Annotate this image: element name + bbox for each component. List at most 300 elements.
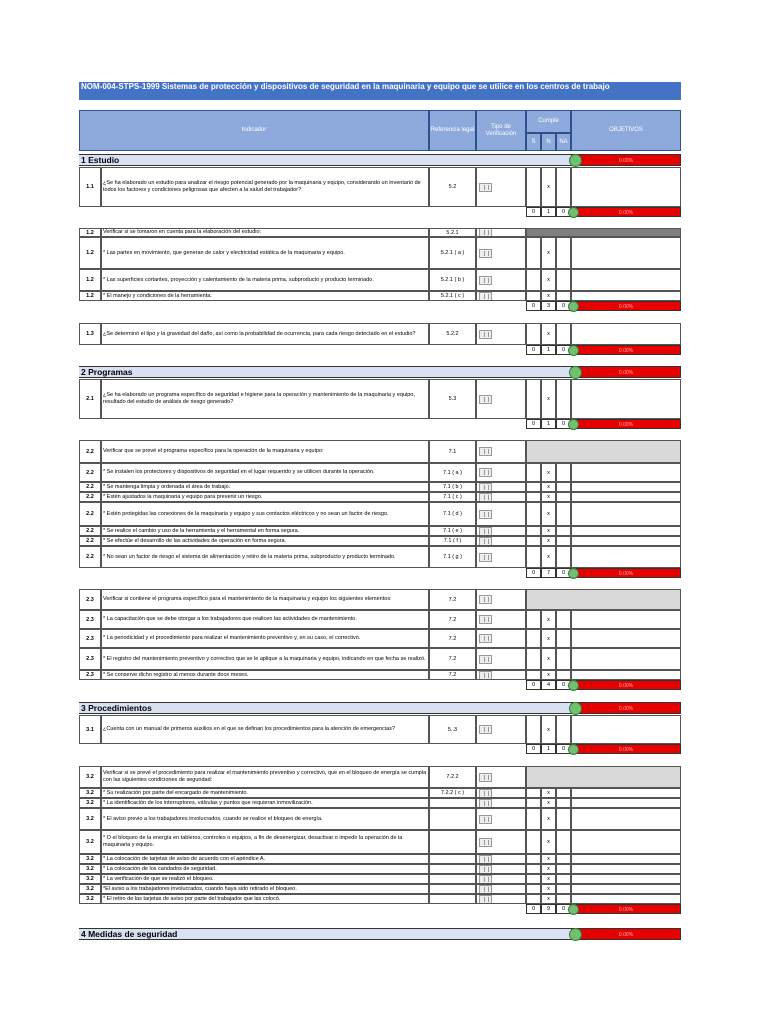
- header-indicador: Indicador: [79, 110, 429, 151]
- status-indicator-icon: [569, 366, 582, 379]
- item-indicator-text: Verificar si se prevé el procedimiento para realizar el mantenimiento preventivo y correctivo, que en el bloqueo de energía se cumpla con las siguientes condiciones de seguridad:: [101, 766, 429, 788]
- check-n[interactable]: x: [541, 291, 556, 301]
- document-icon[interactable]: [479, 634, 492, 643]
- objective-cell: [571, 463, 681, 482]
- verification-cell[interactable]: [476, 502, 526, 526]
- check-na[interactable]: [556, 670, 571, 680]
- item-reference: [429, 864, 476, 874]
- item-indicator-text: *El aviso a los trabajadores involucrados, cuando haya sido retirado el bloqueo.: [101, 884, 429, 894]
- check-s[interactable]: [526, 291, 541, 301]
- item-reference: 7.2: [429, 610, 476, 629]
- document-icon[interactable]: [479, 447, 492, 456]
- check-s[interactable]: [526, 463, 541, 482]
- item-reference: 5.3: [429, 379, 476, 419]
- check-na[interactable]: [556, 463, 571, 482]
- total-objective-bar: 0.00%: [571, 680, 681, 690]
- verification-cell[interactable]: [476, 874, 526, 884]
- verification-cell[interactable]: [476, 237, 526, 269]
- item-indicator-text: * La periodicidad y el procedimiento para realizar el mantenimiento preventivo y, en su caso, el correctivo.: [101, 629, 429, 648]
- total-objective-bar: 0.00%: [571, 744, 681, 754]
- item-number: 2.3: [79, 589, 101, 610]
- header-tipo: Tipo de Verificación: [476, 110, 526, 151]
- total-objective-bar: 0.00%: [571, 301, 681, 311]
- item-indicator-text: * O el bloqueo de la energía en tableros, controles o equipos, a fin de desenergizar, desactivar o impedir la operación de la maquinaria y equipo.: [101, 830, 429, 854]
- item-indicator-text: * El manejo y condiciones de la herramienta.: [101, 291, 429, 301]
- check-s[interactable]: [526, 864, 541, 874]
- item-number: 1.3: [79, 323, 101, 345]
- total-n: 4: [541, 680, 556, 690]
- item-reference: 7.2: [429, 629, 476, 648]
- check-n[interactable]: x: [541, 629, 556, 648]
- item-reference: 7.2.2: [429, 766, 476, 788]
- check-na[interactable]: [556, 629, 571, 648]
- check-s[interactable]: [526, 237, 541, 269]
- total-s: 0: [526, 568, 541, 578]
- check-n[interactable]: x: [541, 830, 556, 854]
- document-icon[interactable]: [479, 773, 492, 782]
- section-title: 4 Medidas de seguridad: [79, 928, 571, 940]
- check-s[interactable]: [526, 798, 541, 808]
- section-title: 1 Estudio: [79, 154, 571, 166]
- verification-cell[interactable]: [476, 482, 526, 492]
- item-number: 3.2: [79, 798, 101, 808]
- check-na[interactable]: [556, 482, 571, 492]
- objective-cell: [571, 269, 681, 291]
- document-icon[interactable]: [479, 468, 492, 477]
- check-s[interactable]: [526, 492, 541, 502]
- item-indicator-text: * La colocación de tarjetas de aviso de acuerdo con el apéndice A.: [101, 854, 429, 864]
- verification-cell[interactable]: [476, 798, 526, 808]
- check-n[interactable]: x: [541, 546, 556, 568]
- total-s: 0: [526, 419, 541, 429]
- status-indicator-icon: [569, 702, 582, 715]
- item-number: 2.3: [79, 670, 101, 680]
- total-indicator-icon: [568, 568, 579, 579]
- check-na[interactable]: [556, 798, 571, 808]
- item-reference: [429, 894, 476, 904]
- check-s[interactable]: [526, 629, 541, 648]
- section-objective-bar: 0.00%: [571, 928, 681, 940]
- item-number: 2.1: [79, 379, 101, 419]
- objective-cell: [571, 854, 681, 864]
- document-icon[interactable]: [479, 895, 492, 904]
- objective-cell: [571, 808, 681, 830]
- check-na[interactable]: [556, 854, 571, 864]
- objective-cell: [571, 379, 681, 419]
- document-icon[interactable]: [479, 875, 492, 884]
- check-s[interactable]: [526, 830, 541, 854]
- item-indicator-text: * Las partes en movimiento, que generan de calor y electricidad estática de la maquinaria y equipo.: [101, 237, 429, 269]
- verification-cell[interactable]: [476, 463, 526, 482]
- check-s[interactable]: [526, 854, 541, 864]
- check-na[interactable]: [556, 323, 571, 345]
- verification-cell[interactable]: [476, 808, 526, 830]
- check-na[interactable]: [556, 830, 571, 854]
- objective-cell: [571, 864, 681, 874]
- document-icon[interactable]: [479, 483, 492, 492]
- item-number: 2.2: [79, 492, 101, 502]
- verification-cell[interactable]: [476, 492, 526, 502]
- verification-cell[interactable]: [476, 629, 526, 648]
- objective-cell: [571, 536, 681, 546]
- check-s[interactable]: [526, 482, 541, 492]
- item-reference: 7.1 ( g ): [429, 546, 476, 568]
- total-n: 1: [541, 744, 556, 754]
- verification-cell[interactable]: [476, 894, 526, 904]
- item-reference: 7.2: [429, 648, 476, 670]
- document-icon[interactable]: [479, 510, 492, 519]
- document-icon[interactable]: [479, 183, 492, 192]
- item-number: 2.2: [79, 526, 101, 536]
- item-reference: [429, 808, 476, 830]
- check-na[interactable]: [556, 874, 571, 884]
- item-reference: 7.2: [429, 589, 476, 610]
- verification-cell[interactable]: [476, 830, 526, 854]
- document-icon[interactable]: [479, 527, 492, 536]
- check-na[interactable]: [556, 546, 571, 568]
- total-indicator-icon: [568, 419, 579, 430]
- objective-cell: [571, 894, 681, 904]
- check-na[interactable]: [556, 648, 571, 670]
- objective-cell: [571, 237, 681, 269]
- section-objective-bar: 0.00%: [571, 154, 681, 166]
- header-referencia: Referencia legal: [429, 110, 476, 151]
- check-n[interactable]: x: [541, 884, 556, 894]
- document-icon[interactable]: [479, 395, 492, 404]
- total-s: 0: [526, 744, 541, 754]
- item-indicator-text: * Se efectúe el desarrollo de las actividades de operación en forma segura.: [101, 536, 429, 546]
- objective-cell: [571, 874, 681, 884]
- check-n[interactable]: x: [541, 492, 556, 502]
- objective-cell: [571, 788, 681, 798]
- total-indicator-icon: [568, 207, 579, 218]
- document-icon[interactable]: [479, 493, 492, 502]
- item-reference: 7.1 ( c ): [429, 492, 476, 502]
- item-indicator-text: Verificar si contiene el programa específico para el mantenimiento de la maquinaria y equipo los siguientes elementos:: [101, 589, 429, 610]
- check-s[interactable]: [526, 610, 541, 629]
- document-icon[interactable]: [479, 799, 492, 808]
- item-indicator-text: * Estén ajustados la maquinaria y equipo para prevenir un riesgo.: [101, 492, 429, 502]
- objective-cell: [571, 629, 681, 648]
- total-n: 9: [541, 904, 556, 914]
- verification-cell[interactable]: [476, 610, 526, 629]
- objective-cell: [571, 526, 681, 536]
- check-s[interactable]: [526, 323, 541, 345]
- document-icon[interactable]: [479, 553, 492, 562]
- total-s: 0: [526, 904, 541, 914]
- verification-cell[interactable]: [476, 167, 526, 207]
- verification-cell[interactable]: [476, 291, 526, 301]
- check-na[interactable]: [556, 808, 571, 830]
- check-s[interactable]: [526, 167, 541, 207]
- item-number: 3.2: [79, 808, 101, 830]
- check-n[interactable]: x: [541, 237, 556, 269]
- check-na[interactable]: [556, 237, 571, 269]
- verification-cell[interactable]: [476, 864, 526, 874]
- item-reference: 7.1 ( d ): [429, 502, 476, 526]
- verification-cell[interactable]: [476, 379, 526, 419]
- document-icon[interactable]: [479, 595, 492, 604]
- verification-cell[interactable]: [476, 269, 526, 291]
- item-reference: 7.1: [429, 440, 476, 463]
- check-s[interactable]: [526, 502, 541, 526]
- total-objective-bar: 0.00%: [571, 207, 681, 217]
- item-reference: 5.2: [429, 167, 476, 207]
- section-objective-bar: 0.00%: [571, 366, 681, 378]
- check-n[interactable]: x: [541, 536, 556, 546]
- total-na: 0: [556, 207, 571, 217]
- document-icon[interactable]: [479, 537, 492, 546]
- item-indicator-text: * Estén protegidas las conexiones de la maquinaria y equipo y sus contactos eléctricos y no sean un factor de riesgo.: [101, 502, 429, 526]
- total-n: 7: [541, 568, 556, 578]
- header-na: NA: [556, 133, 571, 151]
- check-n[interactable]: x: [541, 894, 556, 904]
- check-na[interactable]: [556, 526, 571, 536]
- header-n: N: [541, 133, 556, 151]
- document-icon[interactable]: [479, 855, 492, 864]
- check-na[interactable]: [556, 269, 571, 291]
- item-number: 1.2: [79, 291, 101, 301]
- check-na[interactable]: [556, 715, 571, 744]
- objective-cell: [571, 492, 681, 502]
- check-s[interactable]: [526, 269, 541, 291]
- document-icon[interactable]: [479, 815, 492, 824]
- verification-cell[interactable]: [476, 788, 526, 798]
- check-n[interactable]: x: [541, 269, 556, 291]
- total-indicator-icon: [568, 345, 579, 356]
- verification-cell[interactable]: [476, 440, 526, 463]
- item-number: 2.2: [79, 440, 101, 463]
- total-na: 0: [556, 680, 571, 690]
- objective-cell: [571, 546, 681, 568]
- check-n[interactable]: x: [541, 670, 556, 680]
- check-n[interactable]: x: [541, 648, 556, 670]
- cumple-header-fill: [526, 228, 681, 237]
- document-icon[interactable]: [479, 615, 492, 624]
- item-number: 3.2: [79, 788, 101, 798]
- total-n: 1: [541, 207, 556, 217]
- total-n: 1: [541, 345, 556, 355]
- total-indicator-icon: [568, 680, 579, 691]
- item-number: 3.2: [79, 894, 101, 904]
- document-icon[interactable]: [479, 865, 492, 874]
- check-n[interactable]: x: [541, 798, 556, 808]
- check-n[interactable]: x: [541, 854, 556, 864]
- check-s[interactable]: [526, 670, 541, 680]
- item-number: 1.1: [79, 167, 101, 207]
- verification-cell[interactable]: [476, 648, 526, 670]
- item-indicator-text: Verificar que se prevé el programa específico para la operación de la maquinaria y equipo:: [101, 440, 429, 463]
- item-indicator-text: * La verificación de que se realizó el bloqueo.: [101, 874, 429, 884]
- total-na: 0: [556, 744, 571, 754]
- cumple-header-fill: [526, 589, 681, 610]
- total-objective-bar: 0.00%: [571, 904, 681, 914]
- check-s[interactable]: [526, 379, 541, 419]
- check-n[interactable]: x: [541, 610, 556, 629]
- verification-cell[interactable]: [476, 715, 526, 744]
- document-icon[interactable]: [479, 838, 492, 847]
- header-cumple: Cumple: [526, 110, 571, 133]
- objective-cell: [571, 670, 681, 680]
- item-reference: 7.2: [429, 670, 476, 680]
- total-objective-bar: 0.00%: [571, 419, 681, 429]
- item-number: 3.1: [79, 715, 101, 744]
- check-s[interactable]: [526, 874, 541, 884]
- check-n[interactable]: x: [541, 482, 556, 492]
- objective-cell: [571, 502, 681, 526]
- check-n[interactable]: x: [541, 864, 556, 874]
- check-na[interactable]: [556, 536, 571, 546]
- verification-cell[interactable]: [476, 546, 526, 568]
- check-n[interactable]: x: [541, 167, 556, 207]
- objective-cell: [571, 830, 681, 854]
- check-s[interactable]: [526, 526, 541, 536]
- verification-cell[interactable]: [476, 323, 526, 345]
- document-icon[interactable]: [479, 671, 492, 680]
- document-icon[interactable]: [479, 725, 492, 734]
- item-number: 3.2: [79, 766, 101, 788]
- check-s[interactable]: [526, 546, 541, 568]
- check-n[interactable]: x: [541, 715, 556, 744]
- total-na: 0: [556, 345, 571, 355]
- check-n[interactable]: x: [541, 502, 556, 526]
- total-objective-bar: 0.00%: [571, 568, 681, 578]
- check-s[interactable]: [526, 536, 541, 546]
- item-indicator-text: ¿Se ha elaborado un estudio para analizar el riesgo potencial generado por la maquinaria y equipo, considerando un inventario de todos los factores y condiciones peligrosas que afecten a la salud del trabajador?: [101, 167, 429, 207]
- check-na[interactable]: [556, 502, 571, 526]
- check-na[interactable]: [556, 492, 571, 502]
- check-na[interactable]: [556, 894, 571, 904]
- item-indicator-text: * Se mantenga limpia y ordenada el área de trabajo.: [101, 482, 429, 492]
- check-n[interactable]: x: [541, 526, 556, 536]
- check-s[interactable]: [526, 808, 541, 830]
- item-number: 3.2: [79, 874, 101, 884]
- item-number: 3.2: [79, 854, 101, 864]
- item-reference: [429, 798, 476, 808]
- check-n[interactable]: x: [541, 874, 556, 884]
- item-reference: [429, 884, 476, 894]
- item-indicator-text: ¿Cuenta con un manual de primeros auxilios en el que se definan los procedimientos para la atención de emergencias?: [101, 715, 429, 744]
- item-indicator-text: ¿Se ha elaborado un programa específico de seguridad e higiene para la operación y mantenimiento de la maquinaria y equipo, resultado del estudio de análisis de riesgo generado?: [101, 379, 429, 419]
- item-indicator-text: * Las superficies cortantes, proyección y calentamiento de la materia prima, subproducto y producto terminado.: [101, 269, 429, 291]
- check-n[interactable]: x: [541, 788, 556, 798]
- document-icon[interactable]: [479, 885, 492, 894]
- status-indicator-icon: [569, 154, 582, 167]
- item-indicator-text: ¿Se determinó el tipo y la gravedad del daño, así como la probabilidad de ocurrencia, para cada riesgo detectado en el estudio?: [101, 323, 429, 345]
- check-s[interactable]: [526, 648, 541, 670]
- verification-cell[interactable]: [476, 766, 526, 788]
- item-indicator-text: * El retiro de las tarjetas de aviso por parte del trabajador que las colocó.: [101, 894, 429, 904]
- objective-cell: [571, 291, 681, 301]
- item-number: 3.2: [79, 830, 101, 854]
- document-icon[interactable]: [479, 276, 492, 285]
- total-na: 0: [556, 419, 571, 429]
- check-na[interactable]: [556, 864, 571, 874]
- item-indicator-text: Verificar si se tomaron en cuenta para la elaboración del estudio:: [101, 228, 429, 237]
- document-icon[interactable]: [479, 330, 492, 339]
- document-icon[interactable]: [479, 789, 492, 798]
- objective-cell: [571, 798, 681, 808]
- verification-cell[interactable]: [476, 884, 526, 894]
- objective-cell: [571, 482, 681, 492]
- check-na[interactable]: [556, 167, 571, 207]
- item-indicator-text: * La capacitación que se debe otorgar a los trabajadores que realicen las actividades de mantenimiento.: [101, 610, 429, 629]
- item-number: 1.2: [79, 237, 101, 269]
- check-na[interactable]: [556, 379, 571, 419]
- document-icon[interactable]: [479, 655, 492, 664]
- item-indicator-text: * Se realice el cambio y uso de la herramienta y el herramental en forma segura.: [101, 526, 429, 536]
- total-indicator-icon: [568, 301, 579, 312]
- document-icon[interactable]: [479, 228, 492, 237]
- verification-cell[interactable]: [476, 526, 526, 536]
- verification-cell[interactable]: [476, 536, 526, 546]
- total-na: 0: [556, 904, 571, 914]
- item-reference: 7.1 ( a ): [429, 463, 476, 482]
- check-na[interactable]: [556, 884, 571, 894]
- item-number: 2.2: [79, 482, 101, 492]
- total-s: 0: [526, 345, 541, 355]
- item-indicator-text: * El aviso previo a los trabajadores involucrados, cuando se realice el bloqueo de energía.: [101, 808, 429, 830]
- header-s: S: [526, 133, 541, 151]
- item-indicator-text: * La identificación de los interruptores, válvulas y puntos que requieran inmovilización.: [101, 798, 429, 808]
- check-s[interactable]: [526, 884, 541, 894]
- objective-cell: [571, 884, 681, 894]
- total-na: 0: [556, 301, 571, 311]
- verification-cell[interactable]: [476, 854, 526, 864]
- item-indicator-text: * Se instalen los protectores y dispositivos de seguridad en el lugar requerido y se utilicen durante la operación.: [101, 463, 429, 482]
- verification-cell[interactable]: [476, 670, 526, 680]
- item-indicator-text: * La colocación de los candados de seguridad.: [101, 864, 429, 874]
- item-reference: [429, 874, 476, 884]
- check-na[interactable]: [556, 610, 571, 629]
- check-s[interactable]: [526, 894, 541, 904]
- objective-cell: [571, 167, 681, 207]
- item-indicator-text: * Se conserve dicho registro al menos durante doce meses.: [101, 670, 429, 680]
- check-na[interactable]: [556, 788, 571, 798]
- item-number: 2.3: [79, 610, 101, 629]
- cumple-header-fill: [526, 440, 681, 463]
- item-indicator-text: * Su realización por parte del encargado de mantenimiento.: [101, 788, 429, 798]
- document-icon[interactable]: [479, 249, 492, 258]
- section-title: 3 Procedimientos: [79, 702, 571, 714]
- item-indicator-text: * El registro del mantenimiento preventivo y correctivo que se le aplique a la maquinaria y equipo, indicando en que fecha se realizó.: [101, 648, 429, 670]
- check-n[interactable]: x: [541, 379, 556, 419]
- item-reference: 7.1 ( e ): [429, 526, 476, 536]
- item-reference: 7.2.2 ( c ): [429, 788, 476, 798]
- item-number: 1.2: [79, 228, 101, 237]
- item-number: 3.2: [79, 864, 101, 874]
- total-s: 0: [526, 207, 541, 217]
- total-n: 3: [541, 301, 556, 311]
- document-icon[interactable]: [479, 292, 492, 301]
- verification-cell[interactable]: [476, 228, 526, 237]
- check-s[interactable]: [526, 715, 541, 744]
- total-indicator-icon: [568, 744, 579, 755]
- item-reference: 5.2.1 ( c ): [429, 291, 476, 301]
- header-objetivos: OBJETIVOS: [571, 110, 681, 151]
- total-s: 0: [526, 680, 541, 690]
- check-n[interactable]: x: [541, 463, 556, 482]
- item-reference: 7.1 ( b ): [429, 482, 476, 492]
- check-n[interactable]: x: [541, 808, 556, 830]
- check-s[interactable]: [526, 788, 541, 798]
- verification-cell[interactable]: [476, 589, 526, 610]
- check-na[interactable]: [556, 291, 571, 301]
- check-n[interactable]: x: [541, 323, 556, 345]
- section-objective-bar: 0.00%: [571, 702, 681, 714]
- item-number: 2.3: [79, 648, 101, 670]
- total-n: 1: [541, 419, 556, 429]
